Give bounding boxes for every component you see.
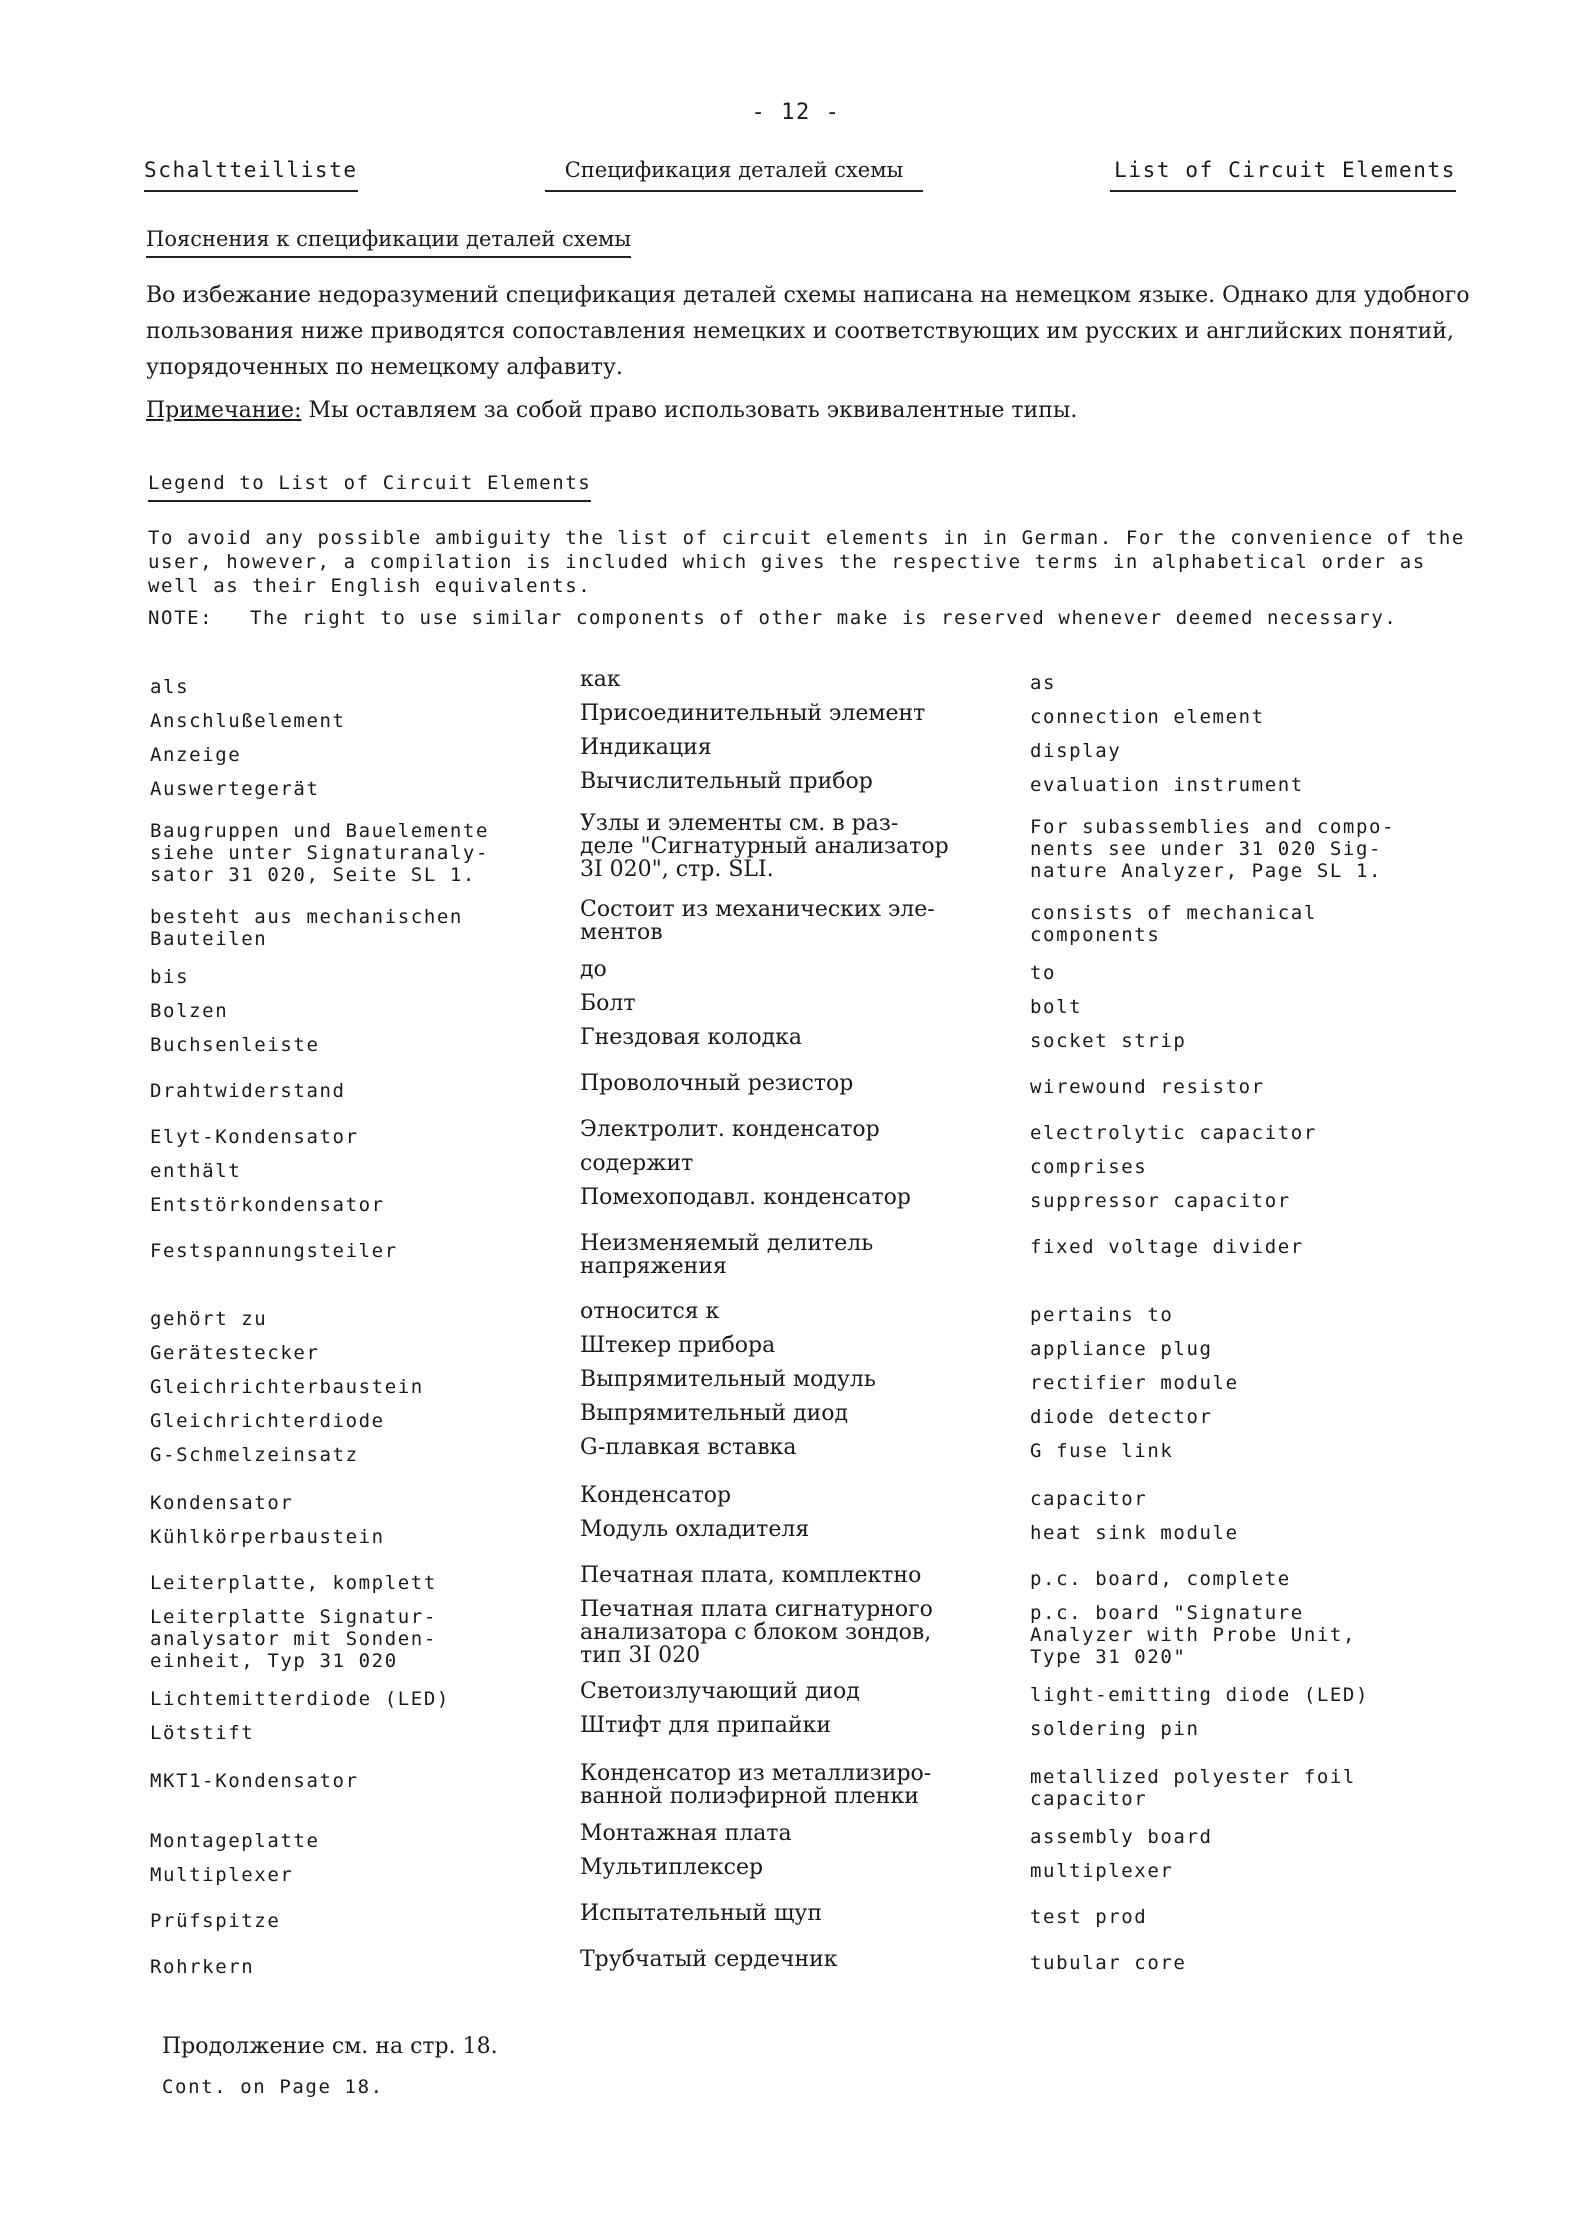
glossary-de-term: enthält xyxy=(150,1160,242,1182)
glossary-en-term: wirewound resistor xyxy=(1030,1076,1265,1098)
english-heading: Legend to List of Circuit Elements xyxy=(148,472,591,502)
glossary-en-term: multiplexer xyxy=(1030,1860,1174,1882)
glossary-de-term: Gerätestecker xyxy=(150,1342,320,1364)
glossary-en-term: evaluation instrument xyxy=(1030,774,1304,796)
glossary-ru-term: содержит xyxy=(580,1151,694,1176)
russian-note-text: Мы оставляем за собой право использовать эквивалентные типы. xyxy=(301,398,1078,423)
glossary-ru-term: Конденсатор из металлизиро- ванной полиэфирной пленки xyxy=(580,1761,932,1809)
glossary-ru-term: Вычислительный прибор xyxy=(580,769,873,794)
glossary-ru-term: Печатная плата сигнатурного анализатора с блоком зондов, тип 3I 020 xyxy=(580,1597,933,1668)
glossary-en-term: appliance plug xyxy=(1030,1338,1213,1360)
glossary-ru-term: Штифт для припайки xyxy=(580,1713,831,1738)
glossary-de-term: als xyxy=(150,676,190,698)
glossary-en-term: as xyxy=(1030,672,1057,694)
glossary-ru-term: Электролит. конденсатор xyxy=(580,1117,880,1142)
english-paragraph: To avoid any possible ambiguity the list of circuit elements in in German. For the convenience of the user, however, a compilation is included which gives the respective terms in alphabetical order as well as their English equivalents. xyxy=(148,527,1465,597)
russian-note-label: Примечание: xyxy=(146,398,302,423)
russian-paragraph: Во избежание недоразумений спецификация деталей схемы написана на немецком языке. Однако для удобного пользования ниже приводятся сопоставления немецких и соответствующих им русских и английских понятий, упорядоченных по немецкому алфавиту. xyxy=(146,283,1470,380)
glossary-ru-term: Гнездовая колодка xyxy=(580,1025,803,1050)
glossary-ru-term: Болт xyxy=(580,991,636,1016)
glossary-de-term: Bolzen xyxy=(150,1000,229,1022)
english-note-label: NOTE: xyxy=(148,607,214,629)
glossary-de-term: Gleichrichterbaustein xyxy=(150,1376,424,1398)
glossary-ru-term: Неизменяемый делитель напряжения xyxy=(580,1231,874,1279)
glossary-en-term: G fuse link xyxy=(1030,1440,1174,1462)
glossary-en-term: assembly board xyxy=(1030,1826,1213,1848)
glossary-en-term: fixed voltage divider xyxy=(1030,1236,1304,1258)
glossary-en-term: test prod xyxy=(1030,1906,1148,1928)
glossary-en-term: heat sink module xyxy=(1030,1522,1239,1544)
glossary-de-term: Anzeige xyxy=(150,744,242,766)
glossary-en-term: connection element xyxy=(1030,706,1265,728)
glossary-en-term: suppressor capacitor xyxy=(1030,1190,1291,1212)
continuation-english: Cont. on Page 18. xyxy=(162,2076,384,2098)
glossary-ru-term: Испытательный щуп xyxy=(580,1901,822,1926)
glossary-de-term: besteht aus mechanischen Bauteilen xyxy=(150,906,463,950)
glossary-en-term: display xyxy=(1030,740,1122,762)
header-russian: Спецификация деталей схемы xyxy=(545,158,923,192)
glossary-ru-term: Выпрямительный модуль xyxy=(580,1367,876,1392)
glossary-de-term: G-Schmelzeinsatz xyxy=(150,1444,359,1466)
glossary-en-term: tubular core xyxy=(1030,1952,1187,1974)
glossary-ru-term: Модуль охладителя xyxy=(580,1517,810,1542)
glossary-ru-term: Штекер прибора xyxy=(580,1333,776,1358)
russian-heading: Пояснения к спецификации деталей схемы xyxy=(146,227,631,258)
continuation-russian: Продолжение см. на стр. 18. xyxy=(162,2034,498,2059)
glossary-de-term: Lötstift xyxy=(150,1722,255,1744)
glossary-ru-term: Индикация xyxy=(580,735,712,760)
glossary-en-term: capacitor xyxy=(1030,1488,1148,1510)
glossary-de-term: Anschlußelement xyxy=(150,710,346,732)
glossary-de-term: Entstörkondensator xyxy=(150,1194,385,1216)
glossary-de-term: Auswertegerät xyxy=(150,778,320,800)
glossary-en-term: p.c. board, complete xyxy=(1030,1568,1291,1590)
glossary-ru-term: Печатная плата, комплектно xyxy=(580,1563,922,1588)
english-note-text: The right to use similar components of other make is reserved whenever deemed necessary. xyxy=(250,607,1398,629)
glossary-ru-term: Присоединительный элемент xyxy=(580,701,926,726)
glossary-ru-term: Мультиплексер xyxy=(580,1855,764,1880)
glossary-de-term: gehört zu xyxy=(150,1308,268,1330)
glossary-ru-term: G-плавкая вставка xyxy=(580,1435,797,1460)
glossary-en-term: pertains to xyxy=(1030,1304,1174,1326)
glossary-en-term: to xyxy=(1030,962,1057,984)
glossary-en-term: comprises xyxy=(1030,1156,1148,1178)
glossary-ru-term: Монтажная плата xyxy=(580,1821,792,1846)
glossary-en-term: rectifier module xyxy=(1030,1372,1239,1394)
glossary-ru-term: как xyxy=(580,667,621,692)
glossary-de-term: Kühlkörperbaustein xyxy=(150,1526,385,1548)
header-german: Schaltteilliste xyxy=(144,158,358,192)
page-number: - 12 - xyxy=(751,100,841,125)
glossary-en-term: metallized polyester foil capacitor xyxy=(1030,1766,1356,1810)
glossary-en-term: consists of mechanical components xyxy=(1030,902,1317,946)
glossary-en-term: socket strip xyxy=(1030,1030,1187,1052)
header-english: List of Circuit Elements xyxy=(1110,158,1456,192)
glossary-de-term: bis xyxy=(150,966,190,988)
glossary-ru-term: Узлы и элементы см. в раз- деле "Сигнатурный анализатор 3I 020", стр. SLI. xyxy=(580,811,949,882)
glossary-de-term: Drahtwiderstand xyxy=(150,1080,346,1102)
glossary-en-term: electrolytic capacitor xyxy=(1030,1122,1317,1144)
glossary-en-term: light-emitting diode (LED) xyxy=(1030,1684,1370,1706)
glossary-de-term: Lichtemitterdiode (LED) xyxy=(150,1688,450,1710)
glossary-en-term: soldering pin xyxy=(1030,1718,1200,1740)
glossary-en-term: bolt xyxy=(1030,996,1083,1018)
glossary-de-term: Rohrkern xyxy=(150,1956,255,1978)
glossary-de-term: Kondensator xyxy=(150,1492,294,1514)
glossary-en-term: p.c. board "Signature Analyzer with Probe Unit, Type 31 020" xyxy=(1030,1602,1356,1668)
glossary-de-term: Montageplatte xyxy=(150,1830,320,1852)
glossary-de-term: Elyt-Kondensator xyxy=(150,1126,359,1148)
glossary-ru-term: Помехоподавл. конденсатор xyxy=(580,1185,911,1210)
glossary-en-term: diode detector xyxy=(1030,1406,1213,1428)
glossary-de-term: Baugruppen und Bauelemente siehe unter Signaturanaly- sator 31 020, Seite SL 1. xyxy=(150,820,490,886)
glossary-ru-term: Выпрямительный диод xyxy=(580,1401,849,1426)
glossary-ru-term: Проволочный резистор xyxy=(580,1071,854,1096)
glossary-ru-term: Светоизлучающий диод xyxy=(580,1679,860,1704)
glossary-ru-term: Состоит из механических эле- ментов xyxy=(580,897,935,945)
glossary-ru-term: Трубчатый сердечник xyxy=(580,1947,838,1972)
glossary-de-term: Leiterplatte Signatur- analysator mit Sonden- einheit, Typ 31 020 xyxy=(150,1606,437,1672)
glossary-en-term: For subassemblies and compo- nents see under 31 020 Sig- nature Analyzer, Page SL 1. xyxy=(1030,816,1396,882)
glossary-de-term: Gleichrichterdiode xyxy=(150,1410,385,1432)
glossary-ru-term: относится к xyxy=(580,1299,720,1324)
glossary-de-term: Leiterplatte, komplett xyxy=(150,1572,437,1594)
glossary-de-term: MKT1-Kondensator xyxy=(150,1770,359,1792)
glossary-ru-term: до xyxy=(580,957,607,982)
glossary-de-term: Festspannungsteiler xyxy=(150,1240,398,1262)
glossary-de-term: Multiplexer xyxy=(150,1864,294,1886)
glossary-de-term: Buchsenleiste xyxy=(150,1034,320,1056)
glossary-ru-term: Конденсатор xyxy=(580,1483,732,1508)
glossary-de-term: Prüfspitze xyxy=(150,1910,281,1932)
